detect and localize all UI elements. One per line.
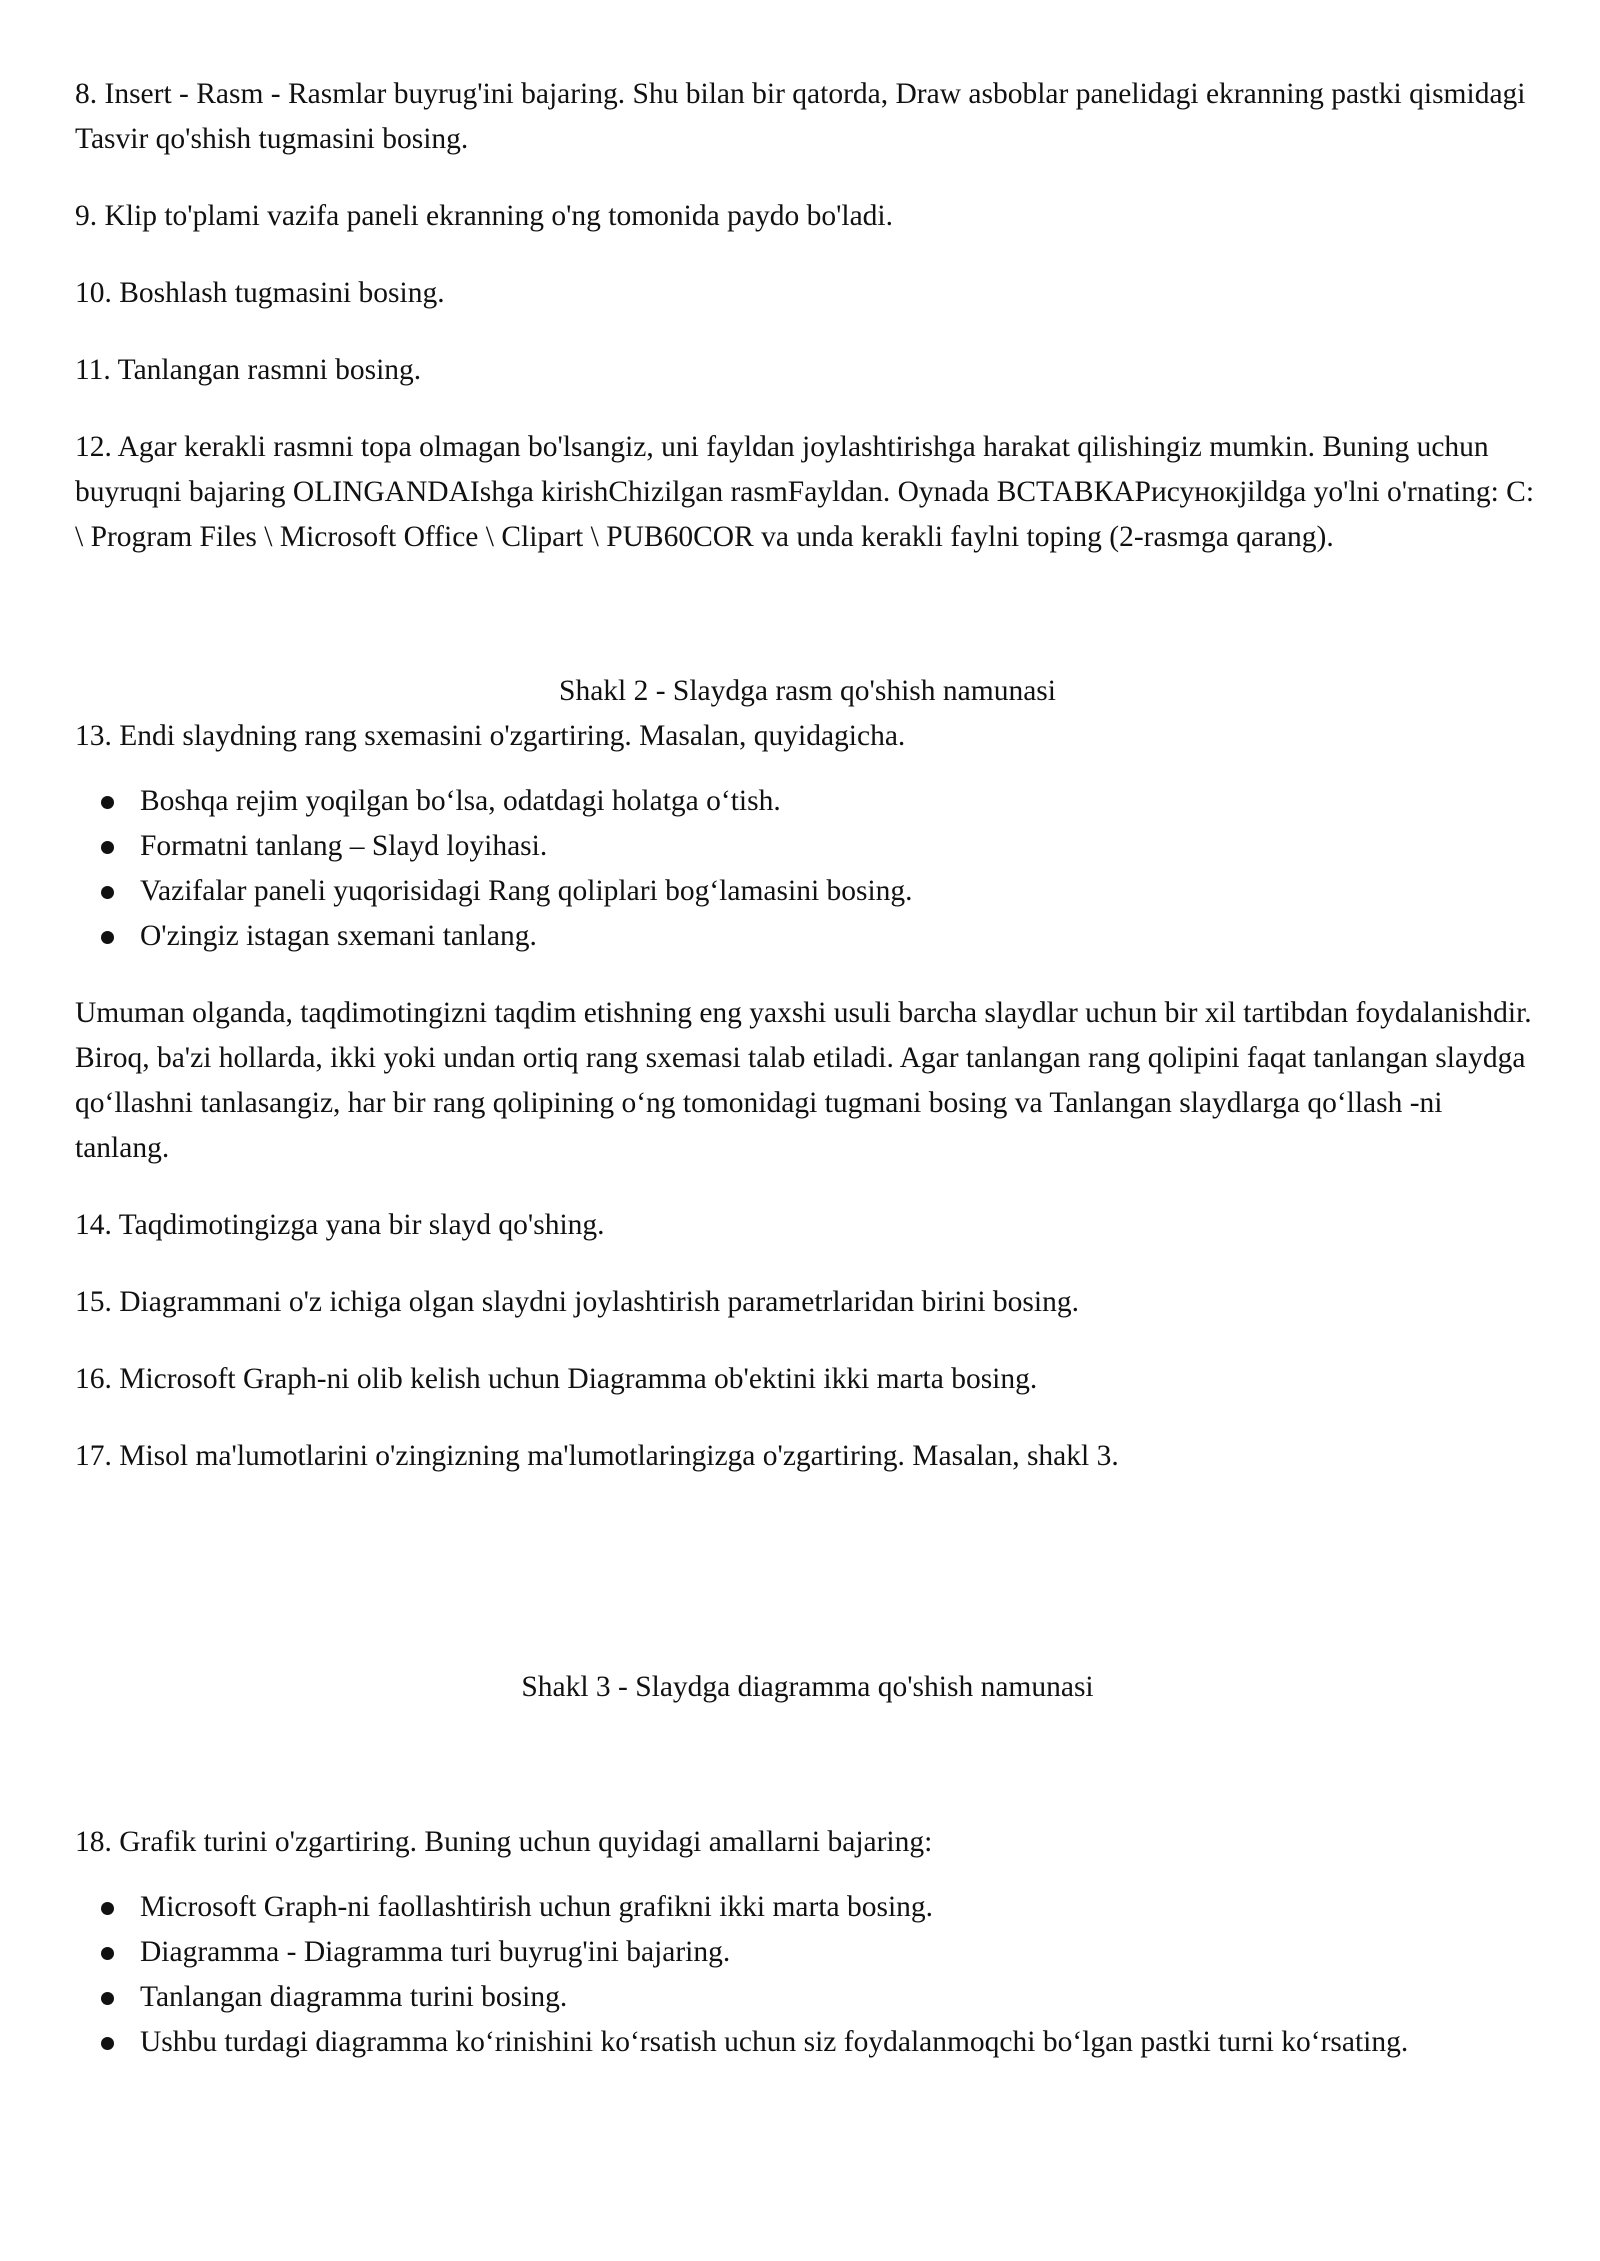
list-item: Diagramma - Diagramma turi buyrug'ini bajaring. [75, 1930, 1540, 1975]
step-10: 10. Boshlash tugmasini bosing. [75, 277, 445, 309]
list-item: Boshqa rejim yoqilgan bo‘lsa, odatdagi holatga o‘tish. [75, 779, 1540, 824]
step-13-bullet-list [75, 779, 1540, 959]
figure-3-gap [75, 1710, 1540, 1820]
figure-2-space [75, 592, 1540, 669]
figure-3-space [75, 1511, 1540, 1665]
step-18: 18. Grafik turini o'zgartiring. Buning uchun quyidagi amallarni bajaring: [75, 1826, 933, 1858]
list-item: Vazifalar paneli yuqorisidagi Rang qoliplari bog‘lamasini bosing. [75, 869, 1540, 914]
figure-2-caption: Shakl 2 - Slaydga rasm qo'shish namunasi [559, 675, 1056, 707]
list-item: Microsoft Graph-ni faollashtirish uchun grafikni ikki marta bosing. [75, 1885, 1540, 1930]
step-12: 12. Agar kerakli rasmni topa olmagan bo'lsangiz, uni fayldan joylashtirishga harakat qilishingiz mumkin. Buning uchun buyruqni bajaring OLINGANDAIshga kirishChizilgan rasmFayldan. Oynada ВСТАВКАРисунокjildga yo'lni o'rnating: C: \ Program Files \ Microsoft Office \ Clipart \ PUB60COR va unda kerakli faylni toping (2-rasmga qarang). [75, 431, 1535, 553]
figure-3-caption: Shakl 3 - Slaydga diagramma qo'shish namunasi [521, 1671, 1094, 1703]
general-paragraph: Umuman olganda, taqdimotingizni taqdim etishning eng yaxshi usuli barcha slaydlar uchun bir xil tartibdan foydalanishdir. Biroq, ba'zi hollarda, ikki yoki undan ortiq rang sxemasi talab etiladi. Agar tanlangan rang qolipini faqat tanlangan slaydga qo‘llashni tanlasangiz, har bir rang qolipining o‘ng tomonidagi tugmani bosing va Tanlangan slaydlarga qo‘llash -ni tanlang. [75, 997, 1532, 1164]
step-18-bullet-list [75, 1885, 1540, 2065]
step-8: 8. Insert - Rasm - Rasmlar buyrug'ini bajaring. Shu bilan bir qatorda, Draw asboblar panelidagi ekranning pastki qismidagi Tasvir qo'shish tugmasini bosing. [75, 78, 1526, 155]
list-item: Ushbu turdagi diagramma ko‘rinishini ko‘rsatish uchun siz foydalanmoqchi bo‘lgan pastki turni ko‘rsating. [75, 2020, 1540, 2065]
list-item: O'zingiz istagan sxemani tanlang. [75, 914, 1540, 959]
step-16: 16. Microsoft Graph-ni olib kelish uchun Diagramma ob'ektini ikki marta bosing. [75, 1363, 1038, 1395]
step-13: 13. Endi slaydning rang sxemasini o'zgartiring. Masalan, quyidagicha. [75, 720, 906, 752]
list-item: Formatni tanlang – Slayd loyihasi. [75, 824, 1540, 869]
document-page [75, 72, 1540, 2097]
step-9: 9. Klip to'plami vazifa paneli ekranning o'ng tomonida paydo bo'ladi. [75, 200, 893, 232]
step-17: 17. Misol ma'lumotlarini o'zingizning ma'lumotlaringizga o'zgartiring. Masalan, shakl 3. [75, 1440, 1119, 1472]
step-15: 15. Diagrammani o'z ichiga olgan slaydni joylashtirish parametrlaridan birini bosing. [75, 1286, 1079, 1318]
step-14: 14. Taqdimotingizga yana bir slayd qo'shing. [75, 1209, 605, 1241]
list-item: Tanlangan diagramma turini bosing. [75, 1975, 1540, 2020]
step-11: 11. Tanlangan rasmni bosing. [75, 354, 422, 386]
